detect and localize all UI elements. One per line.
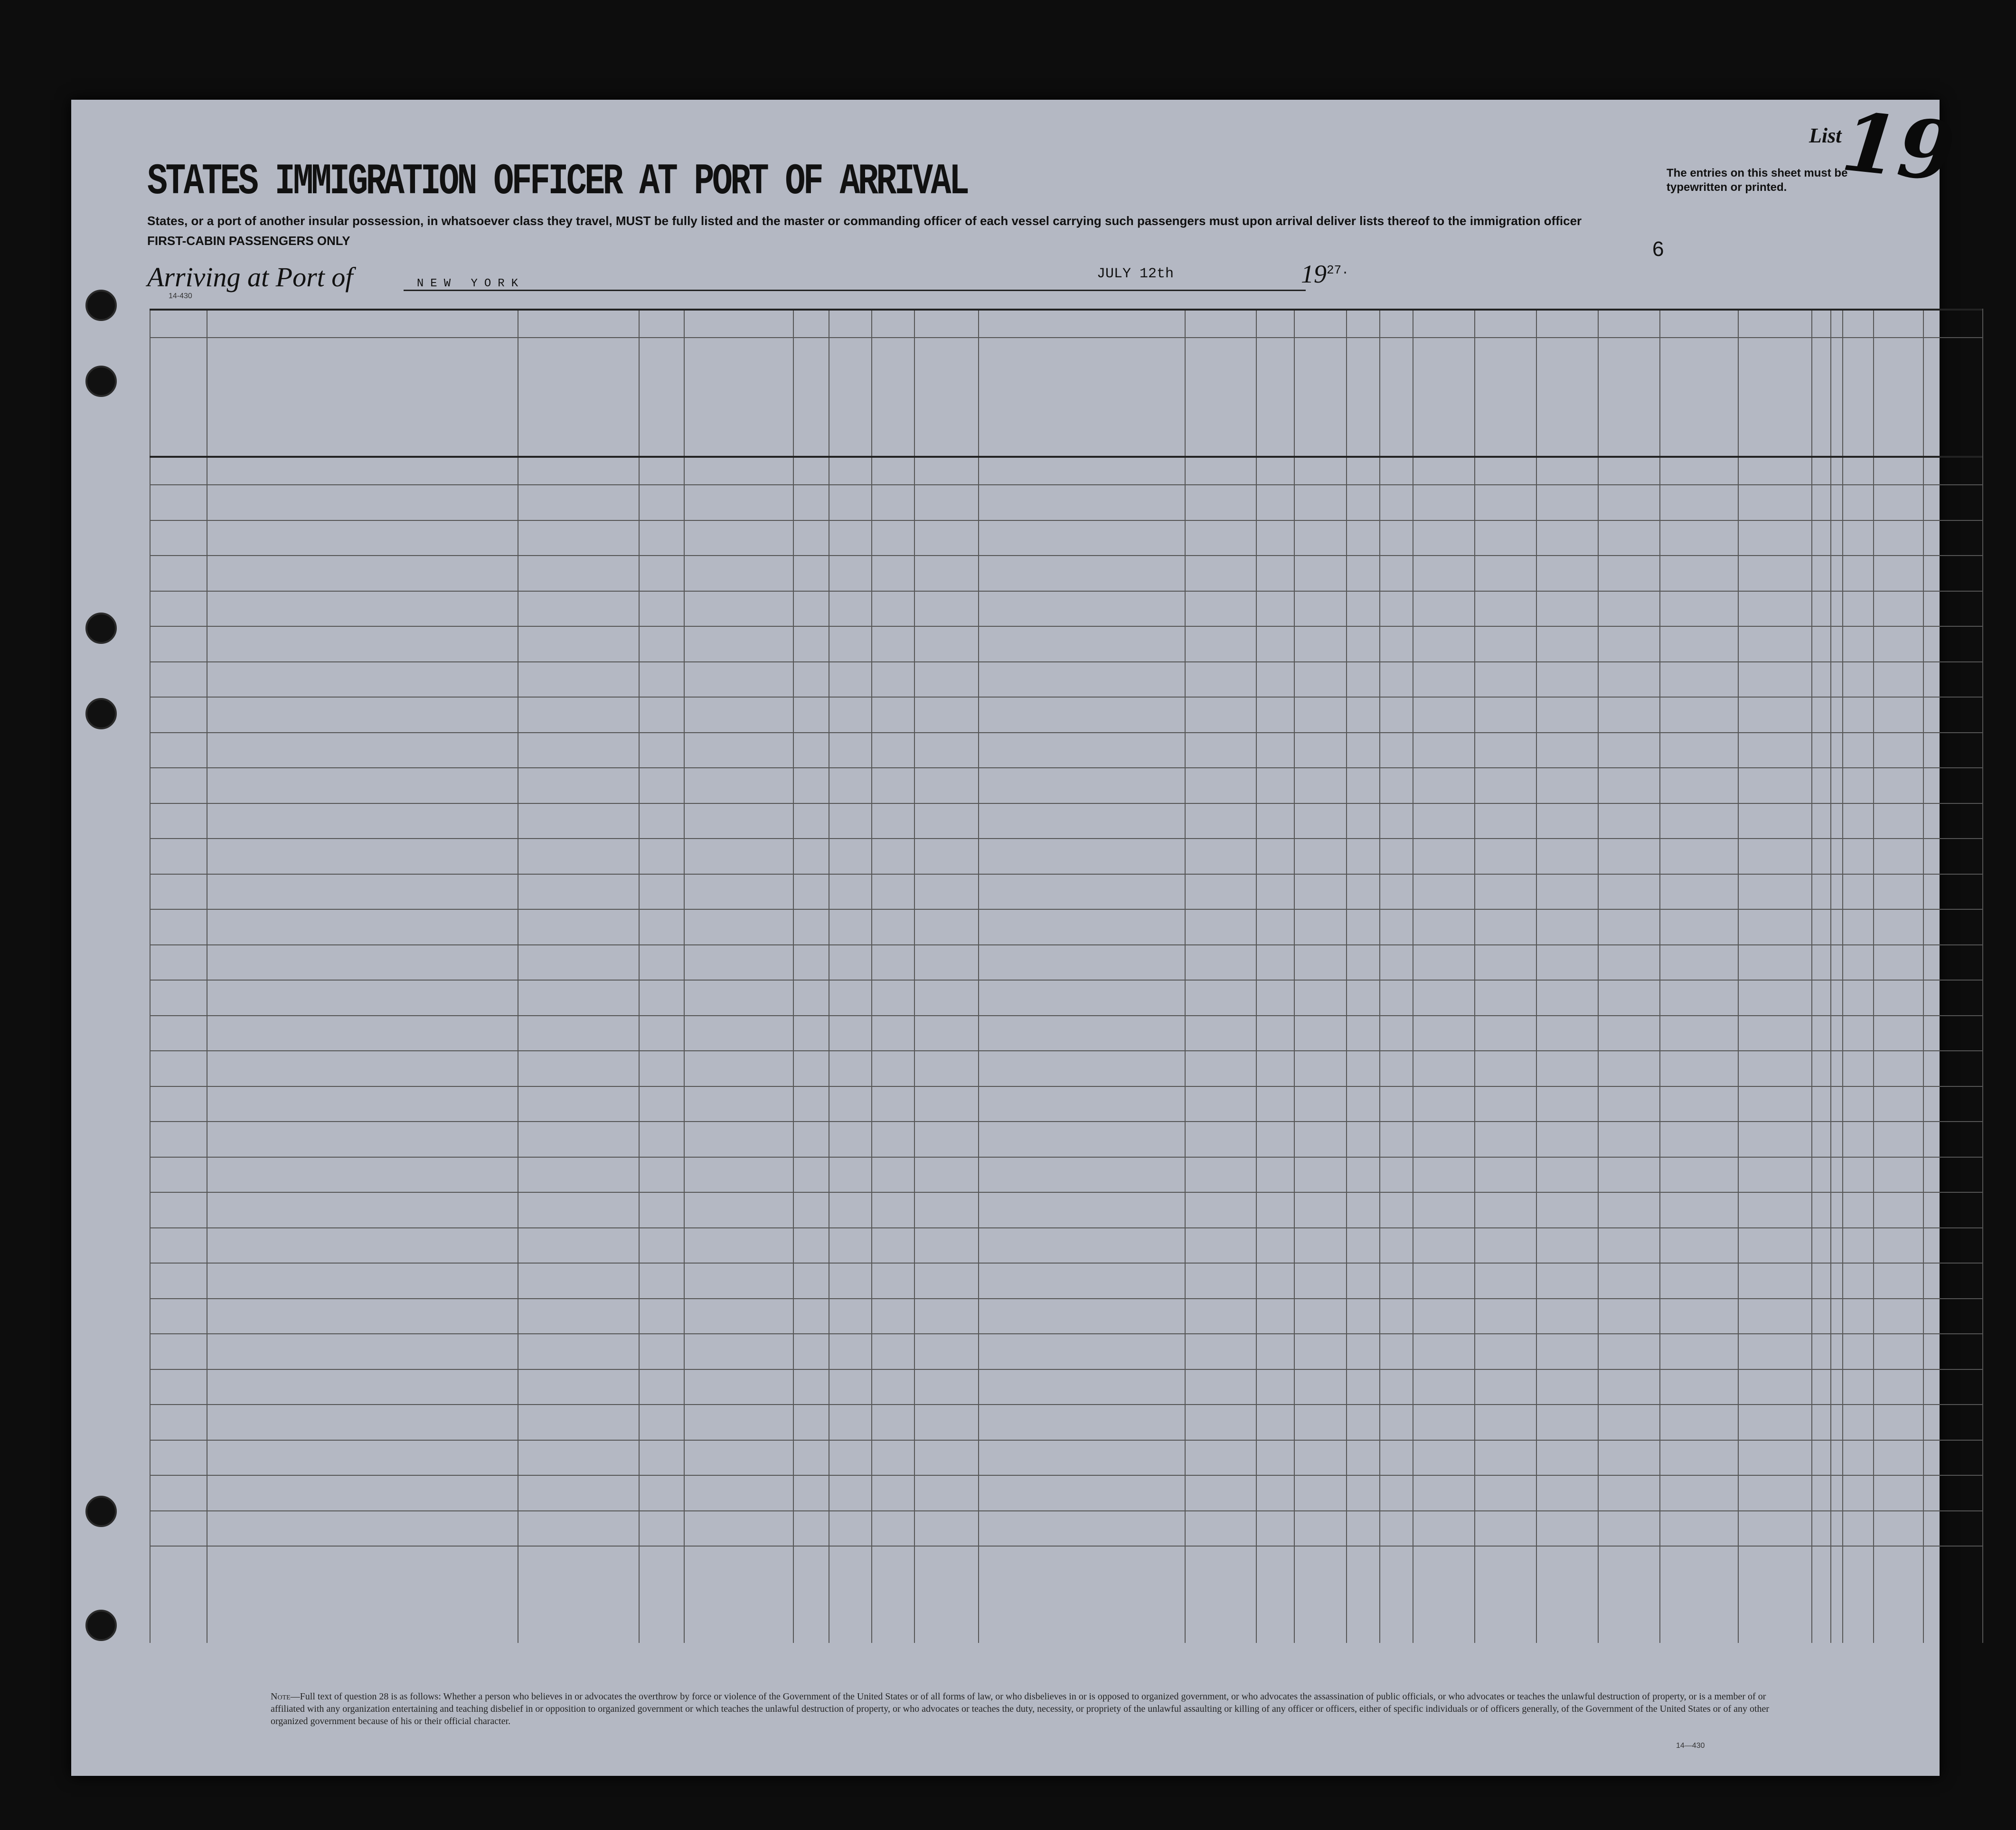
header-top-rule [150, 309, 1982, 311]
column-rule [914, 309, 915, 1643]
column-number-rule [150, 337, 1982, 338]
column-rule [1294, 309, 1295, 1643]
column-rule [684, 309, 685, 1643]
row-rule [150, 697, 1982, 698]
manifest-table [150, 309, 1982, 1643]
row-rule [150, 1121, 1982, 1122]
row-rule [150, 980, 1982, 981]
arriving-underline [404, 290, 1306, 291]
row-rule [150, 909, 1982, 910]
page-marker: 6 [1652, 237, 1664, 261]
row-rule [150, 661, 1982, 662]
list-label: List [1809, 124, 1842, 147]
binder-hole [85, 290, 117, 321]
binder-hole [85, 366, 117, 397]
arrival-date: JULY 12th [1097, 266, 1174, 282]
row-rule [150, 1510, 1982, 1511]
arriving-line [147, 261, 525, 293]
arriving-label: Arriving at Port of [147, 262, 353, 292]
column-rule [1598, 309, 1599, 1643]
row-rule [150, 1192, 1982, 1193]
column-rule [1256, 309, 1257, 1643]
column-rule [1873, 309, 1874, 1643]
row-rule [150, 1298, 1982, 1299]
manifest-sheet [71, 94, 1959, 1776]
row-rule [150, 732, 1982, 733]
row-rule [150, 1369, 1982, 1370]
row-rule [150, 1227, 1982, 1228]
column-rule [1923, 309, 1924, 1643]
row-rule [150, 1050, 1982, 1051]
page-title: STATES IMMIGRATION OFFICER AT PORT OF ARRIVAL [147, 157, 968, 207]
row-rule [150, 520, 1982, 521]
row-rule [150, 591, 1982, 592]
row-rule [150, 555, 1982, 556]
column-rule [1379, 309, 1380, 1643]
row-rule [150, 1086, 1982, 1087]
footer-form-number: 14—430 [1676, 1742, 1705, 1750]
class-label: FIRST-CABIN PASSENGERS ONLY [147, 234, 350, 248]
footer-note: Note—Full text of question 28 is as follows: Whether a person who believes in or advocates the overthrow by force or violence of the Government of the United States or of all forms of law, or who disbelieves in or is opposed to organized government, or who advocates the assassination of public officials, or who advocates or teaches the unlawful destruction of property, or is a member of or affiliated with any organization entertaining and teaching disbelief in or opposition to organized government or which teaches the unlawful destruction of property, or who advocates or teaches the duty, necessity, or propriety of the unlawful assaulting or killing of any officer or officers, either of specific individuals or of officers generally, of the Government of the United States or of any other organized government because of his or their official character. [271, 1691, 1770, 1726]
binder-hole [85, 1496, 117, 1527]
header-fifty-dollars [798, 347, 826, 465]
typewritten-note: The entries on this sheet must be typewritten or printed. [1667, 167, 1848, 194]
header-bottom-rule [150, 456, 1982, 458]
column-rule [1185, 309, 1186, 1643]
row-rule [150, 1546, 1982, 1547]
row-rule [150, 944, 1982, 945]
row-rule [150, 803, 1982, 804]
row-rule [150, 1333, 1982, 1334]
column-rule [639, 309, 640, 1643]
column-rule [1738, 309, 1739, 1643]
row-rule [150, 484, 1982, 485]
column-rule [1842, 309, 1843, 1643]
column-rule [1346, 309, 1347, 1643]
list-number: 19 [1837, 94, 1959, 200]
row-rule [150, 1263, 1982, 1264]
row-rule [150, 626, 1982, 627]
column-rule [1474, 309, 1475, 1643]
column-rule [978, 309, 979, 1643]
row-rule [150, 874, 1982, 875]
arrival-year: $19^{27.}$ [1301, 260, 1349, 288]
column-rule [150, 309, 151, 1643]
form-number: 14-430 [169, 292, 192, 300]
row-rule [150, 1440, 1982, 1441]
column-rule [793, 309, 794, 1643]
column-rule [1536, 309, 1537, 1643]
column-rule [1830, 309, 1831, 1643]
row-rule [150, 838, 1982, 839]
page-subtitle: States, or a port of another insular possession, in whatsoever class they travel, MUST be fully listed and the master or commanding officer of each vessel carrying such passengers must upon arrival deliver lists thereof to the immigration officer [147, 214, 1582, 228]
row-rule [150, 1157, 1982, 1158]
binder-hole [85, 1610, 117, 1641]
binder-hole [85, 698, 117, 729]
header-polygamist [1352, 347, 1380, 465]
column-rule [1811, 309, 1812, 1643]
column-rule [871, 309, 872, 1643]
row-rule [150, 767, 1982, 768]
header-anarchist [1385, 347, 1413, 465]
column-rule [1982, 309, 1983, 1643]
binder-hole [85, 613, 117, 644]
column-rule [1659, 309, 1660, 1643]
header-ticket [646, 347, 674, 465]
port-name: NEW YORK [416, 277, 525, 290]
row-rule [150, 1404, 1982, 1405]
row-rule [150, 1475, 1982, 1476]
row-rule [150, 1015, 1982, 1016]
